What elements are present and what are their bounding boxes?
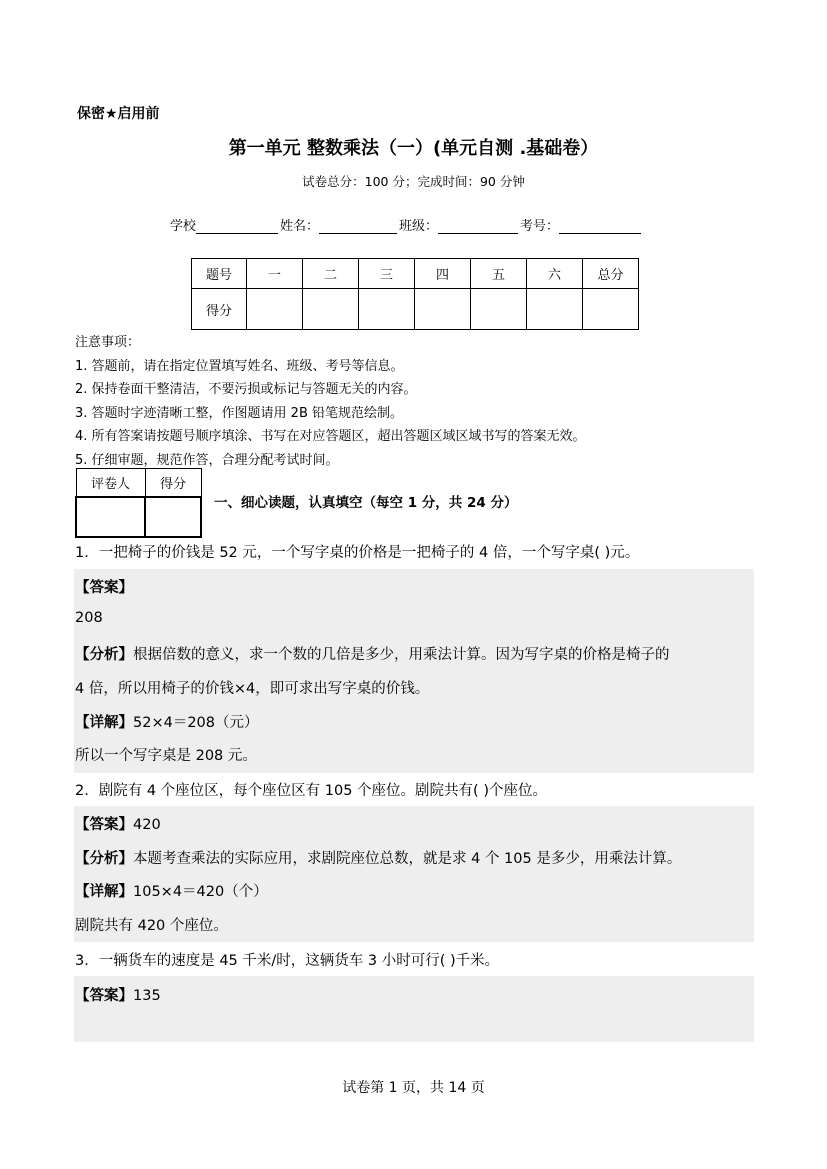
reviewer-label: 评卷人 [76,469,145,498]
analysis-line [75,643,670,664]
answer-value: 135 [133,988,161,1004]
school-field[interactable] [196,217,278,234]
answer-tag-label: 【答案】 [75,580,133,596]
name-field[interactable] [319,217,397,234]
score-header-cell: 四 [415,259,471,289]
conclusion-text: 所以一个写字桌是 208 元。 [75,748,257,764]
page-title: 第一单元 整数乘法（一）(单元自测 .基础卷） [228,138,599,159]
class-label: 班级： [399,219,439,234]
detail-tag: 【详解】 [75,715,133,731]
school-label: 学校 [170,219,197,234]
answer-tag [75,576,133,597]
grader-score-cell[interactable] [145,497,201,537]
exam-number-field[interactable] [559,217,641,234]
score-row-label: 得分 [192,289,247,330]
name-label: 姓名： [280,219,320,234]
exam-notes [75,331,586,472]
detail-line [75,711,259,732]
answer-value: 208 [75,610,103,626]
detail-line [75,880,268,901]
page-footer: 试卷第 1 页，共 14 页 [342,1080,485,1096]
score-cell[interactable] [415,289,471,330]
notes-item: 1. 答题前，请在指定位置填写姓名、班级、考号等信息。 [75,358,404,374]
score-header-cell: 二 [303,259,359,289]
detail-tag: 【详解】 [75,884,133,900]
notes-item: 2. 保持卷面干整清洁，不要污损或标记与答题无关的内容。 [75,382,417,397]
score-cell[interactable] [583,289,639,330]
score-table [191,258,639,330]
answer-block-3 [74,976,754,1042]
reviewer-cell[interactable] [76,497,145,537]
notes-item: 5. 仔细审题，规范作答，合理分配考试时间。 [75,452,339,468]
analysis-line [75,847,681,868]
analysis-text: 根据倍数的意义，求一个数的几倍是多少，用乘法计算。因为写字桌的价格是椅子的 [133,647,670,663]
score-cell[interactable] [527,289,583,330]
notes-heading: 注意事项： [75,335,141,350]
student-info-line [170,215,643,234]
class-field[interactable] [438,217,518,234]
score-cell[interactable] [471,289,527,330]
exam-number-label: 考号： [520,219,560,234]
grader-table [75,468,202,538]
exam-subtitle: 试卷总分：100 分；完成时间：90 分钟 [302,174,525,189]
score-header-cell: 五 [471,259,527,289]
analysis-tag: 【分析】 [75,647,133,663]
score-header-cell: 一 [247,259,303,289]
question-3: 3．一辆货车的速度是 45 千米/时，这辆货车 3 小时可行( )千米。 [75,953,500,969]
answer-line [75,813,161,834]
score-header-cell: 总分 [583,259,639,289]
score-header-cell: 题号 [192,259,247,289]
notes-item: 4. 所有答案请按题号顺序填涂、书写在对应答题区，超出答题区域区域书写的答案无效。 [75,429,586,444]
answer-block-1 [74,569,754,773]
analysis-text: 本题考查乘法的实际应用，求剧院座位总数，就是求 4 个 105 是多少，用乘法计算。 [133,851,682,867]
score-cell[interactable] [303,289,359,330]
score-cell[interactable] [247,289,303,330]
answer-value: 420 [133,817,161,833]
confidential-label: 保密★启用前 [77,106,160,122]
section-heading: 一、细心读题，认真填空（每空 1 分，共 24 分） [214,495,518,511]
question-1: 1．一把椅子的价钱是 52 元，一个写字桌的价格是一把椅子的 4 倍，一个写字桌( )元。 [75,545,640,561]
analysis-text: 4 倍，所以用椅子的价钱×4，即可求出写字桌的价钱。 [75,681,430,697]
answer-tag-label: 【答案】 [75,988,133,1004]
detail-text: 52×4＝208（元） [133,715,259,731]
grader-score-label: 得分 [145,469,201,498]
score-header-cell: 三 [359,259,415,289]
answer-tag-label: 【答案】 [75,817,133,833]
notes-item: 3. 答题时字迹清晰工整，作图题请用 2B 铅笔规范绘制。 [75,405,403,421]
detail-text: 105×4＝420（个） [133,884,268,900]
conclusion-text: 剧院共有 420 个座位。 [75,918,228,934]
analysis-tag: 【分析】 [75,851,133,867]
score-cell[interactable] [359,289,415,330]
question-2: 2．剧院有 4 个座位区，每个座位区有 105 个座位。剧院共有( )个座位。 [75,783,547,799]
score-header-cell: 六 [527,259,583,289]
answer-line [75,984,161,1005]
